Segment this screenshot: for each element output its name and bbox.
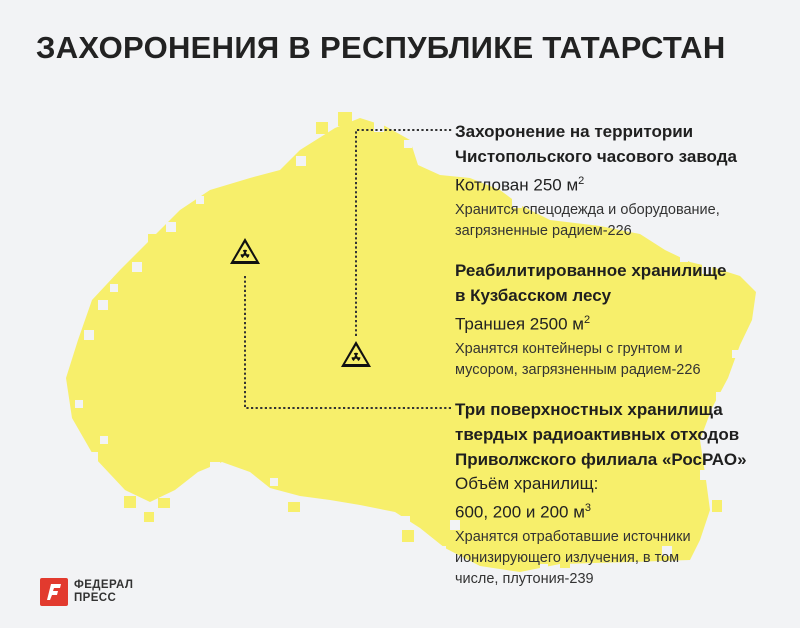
callout-title: в Кузбасском лесу xyxy=(455,286,612,305)
callout-size-label: Объём хранилищ: xyxy=(455,474,599,493)
callout-size: Траншея 2500 $м^2$ xyxy=(455,314,591,334)
callout-size: Котлован 250 $м^2$ xyxy=(455,175,585,195)
callout-kuzbass xyxy=(455,258,775,381)
callout-rosrao xyxy=(455,397,775,590)
callout-title: Чистопольского часового завода xyxy=(455,147,737,166)
callout-size: 600, 200 и 200 $м^3$ xyxy=(455,502,592,522)
logo xyxy=(40,578,133,606)
page-title: ЗАХОРОНЕНИЯ В РЕСПУБЛИКЕ ТАТАРСТАН xyxy=(36,30,726,65)
callout-note: Хранятся отработавшие источники ионизирующего излучения, в том числе, плутония-239 xyxy=(455,528,691,587)
logo-icon xyxy=(40,578,68,606)
callout-title: твердых радиоактивных отходов xyxy=(455,425,740,444)
callout-title: Захоронение на территории xyxy=(455,122,694,141)
callout-note: Хранится спецодежда и оборудование, загрязненные радием-226 xyxy=(455,201,720,239)
callout-note: Хранятся контейнеры с грунтом и мусором, загрязненным радием-226 xyxy=(455,340,701,378)
callout-title: Реабилитированное хранилище xyxy=(455,261,727,280)
callout-chistopol xyxy=(455,119,775,242)
logo-text: ФЕДЕРАЛ ПРЕСС xyxy=(74,579,134,604)
callout-title: Приволжского филиала «РосРАО» xyxy=(455,450,747,469)
callout-title: Три поверхностных хранилища xyxy=(455,400,723,419)
